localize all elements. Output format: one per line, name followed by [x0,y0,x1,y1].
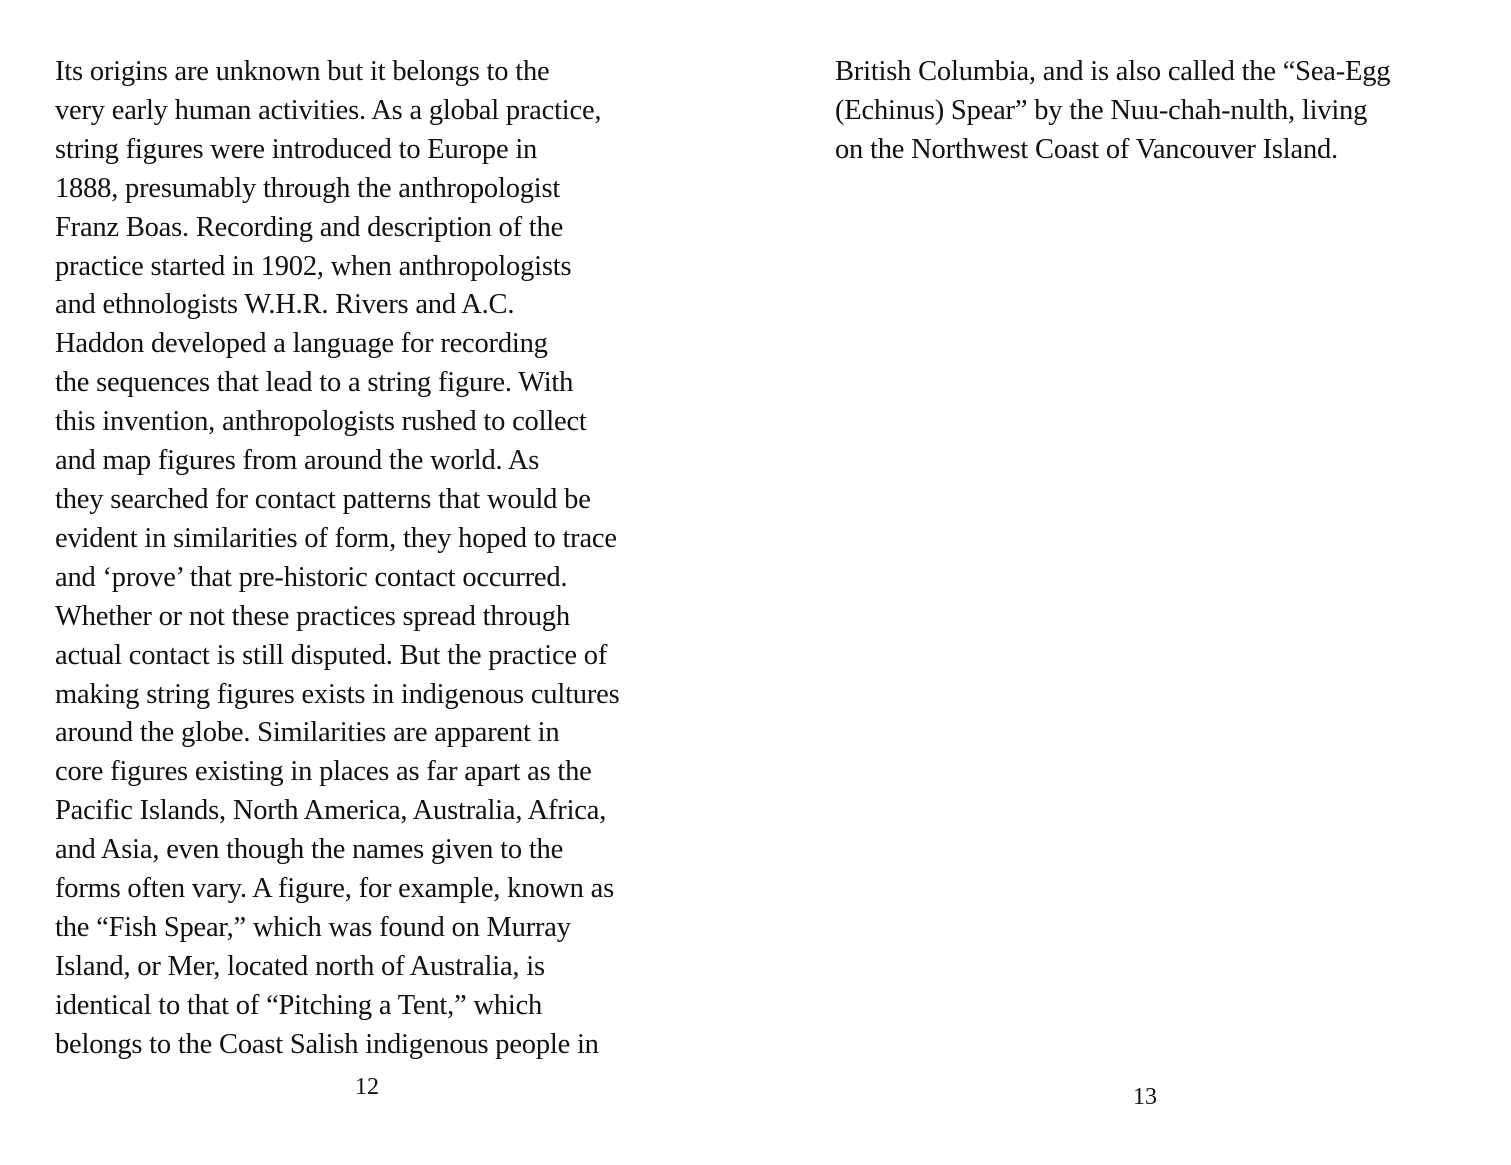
text-line: evident in similarities of form, they hoped to trace [55,522,617,554]
text-line: and ‘prove’ that pre-historic contact occurred. [55,561,568,593]
text-line: Pacific Islands, North America, Australia, Africa, [55,795,607,827]
text-line: 1888, presumably through the anthropologist [55,172,561,204]
text-line: identical to that of “Pitching a Tent,” which [55,989,543,1021]
page-number-right: 13 [1133,1084,1157,1110]
text-line: on the Northwest Coast of Vancouver Island. [835,133,1338,165]
text-line: and Asia, even though the names given to the [55,834,564,866]
right-page [755,0,1511,1165]
text-line: the sequences that lead to a string figure. With [55,367,574,399]
text-line: Its origins are unknown but it belongs to the [55,56,550,87]
left-page-body-text [55,53,715,1065]
text-line: practice started in 1902, when anthropologists [55,250,572,282]
text-line: British Columbia, and is also called the “Sea-Egg [835,56,1391,87]
text-line: Haddon developed a language for recording [55,328,548,360]
page-number-left: 12 [355,1074,379,1100]
text-line: and ethnologists W.H.R. Rivers and A.C. [55,289,515,321]
text-line: Island, or Mer, located north of Australia, is [55,950,545,982]
text-line: around the globe. Similarities are apparent in [55,717,560,749]
text-line: this invention, anthropologists rushed to collect [55,406,587,438]
text-line: string figures were introduced to Europe in [55,133,538,165]
text-line: and map figures from around the world. As [55,445,540,477]
text-line: making string figures exists in indigenous cultures [55,678,620,710]
left-page [0,0,755,1165]
text-line: Whether or not these practices spread through [55,600,570,632]
text-line: (Echinus) Spear” by the Nuu-chah-nulth, living [835,94,1368,126]
text-line: very early human activities. As a global practice, [55,94,602,126]
text-line: forms often vary. A figure, for example, known as [55,873,614,905]
text-line: the “Fish Spear,” which was found on Murray [55,911,571,943]
text-line: they searched for contact patterns that would be [55,483,591,515]
text-line: core figures existing in places as far apart as the [55,756,592,788]
text-line: Franz Boas. Recording and description of the [55,211,564,243]
text-line: actual contact is still disputed. But the practice of [55,639,608,671]
text-line: belongs to the Coast Salish indigenous people in [55,1028,599,1060]
right-page-body-text [835,53,1495,170]
